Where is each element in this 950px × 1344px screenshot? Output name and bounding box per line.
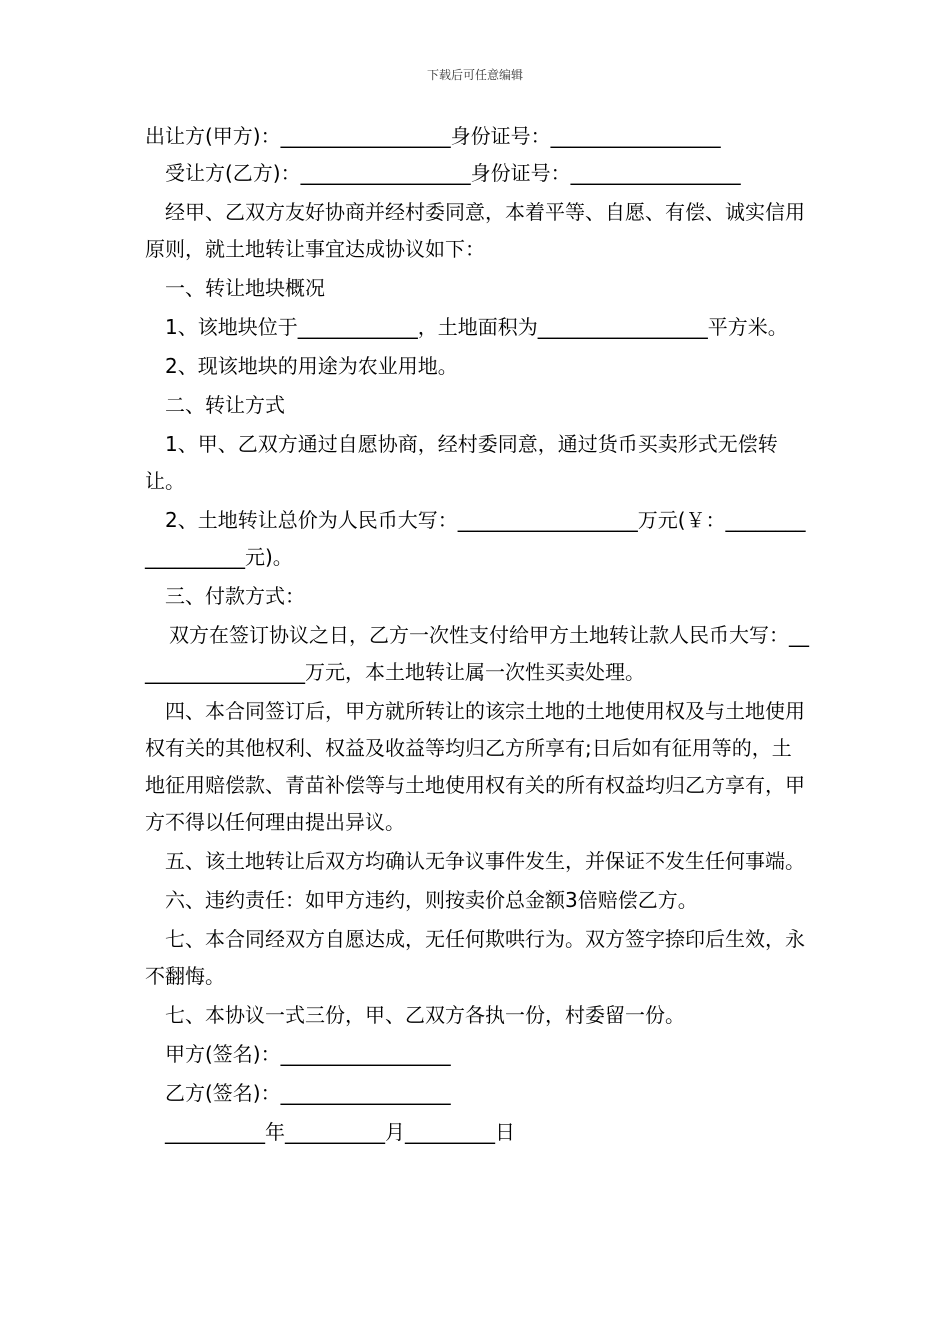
section-2-item-1: 1、甲、乙双方通过自愿协商，经村委同意，通过货币买卖形式无偿转让。 [145,432,778,493]
signature-party-b: 乙方(签名)：_________________ [165,1081,451,1105]
section-1-title: 一、转让地块概况 [165,276,325,300]
section-6-body: 六、违约责任：如甲方违约，则按卖价总金额3倍赔偿乙方。 [165,888,698,912]
section-1-item-2: 2、现该地块的用途为农业用地。 [165,354,458,378]
section-4-body: 四、本合同签订后，甲方就所转让的该宗土地的土地使用权及与土地使用权有关的其他权利、权益及收益等均归乙方所享有;日后如有征用等的，土地征用赔偿款、青苗补偿等与土地使用权有关的所有权益均归乙方享有，甲方不得以任何理由提出异议。 [145,699,805,834]
section-2-item-2: 2、土地转让总价为人民币大写：__________________万元(￥：__________________元)。 [145,508,806,569]
party-b-line: 受让方(乙方)：_________________身份证号：_________________ [165,161,741,185]
section-7b-body: 七、本协议一式三份，甲、乙双方各执一份，村委留一份。 [165,1003,685,1027]
date-line: __________年__________月_________日 [165,1120,515,1144]
section-3-body: 双方在签订协议之日，乙方一次性支付给甲方土地转让款人民币大写：__________________万元，本土地转让属一次性买卖处理。 [145,623,809,684]
section-7a-body: 七、本合同经双方自愿达成，无任何欺哄行为。双方签字捺印后生效，永不翻悔。 [145,927,805,988]
party-a-line: 出让方(甲方)：_________________身份证号：_________________ [145,124,721,148]
section-2-title: 二、转让方式 [165,393,285,417]
signature-party-a: 甲方(签名)：_________________ [165,1042,451,1066]
section-3-title: 三、付款方式： [165,584,305,608]
section-1-item-1: 1、该地块位于____________，土地面积为_________________平方米。 [165,315,788,339]
section-5-body: 五、该土地转让后双方均确认无争议事件发生，并保证不发生任何事端。 [165,849,805,873]
header-note: 下载后可任意编辑 [426,68,523,82]
intro-paragraph: 经甲、乙双方友好协商并经村委同意，本着平等、自愿、有偿、诚实信用原则，就土地转让事宜达成协议如下： [145,200,805,261]
contract-body [145,118,810,1151]
